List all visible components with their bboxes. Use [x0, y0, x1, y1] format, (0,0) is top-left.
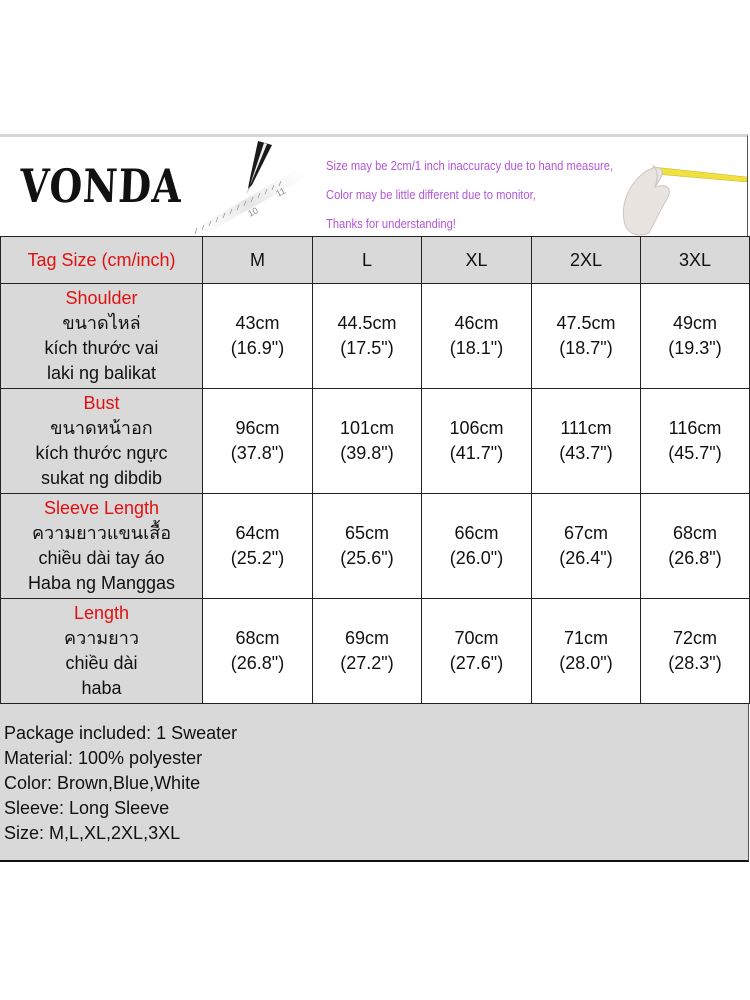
value-inch: (25.2") — [230, 548, 285, 568]
size-header-xl: XL — [422, 237, 532, 284]
brand-logo: VONDA — [18, 159, 184, 213]
value-cm: 67cm — [563, 523, 608, 543]
value-cm: 68cm — [235, 628, 280, 648]
value-cell — [203, 599, 313, 704]
value-inch: (28.0") — [559, 653, 613, 673]
value-cm: 44.5cm — [337, 313, 397, 333]
value-cell — [641, 599, 750, 704]
value-inch: (26.0") — [449, 548, 504, 568]
table-row-shoulder — [1, 284, 750, 389]
note-size-inaccuracy: Size may be 2cm/1 inch inaccuracy due to hand measure, — [326, 158, 614, 173]
value-cm: 101cm — [339, 418, 395, 438]
tag-size-header: Tag Size (cm/inch) — [1, 237, 203, 284]
value-cm: 66cm — [454, 523, 499, 543]
label-filipino: Haba ng Manggas — [27, 573, 176, 593]
value-cell — [203, 494, 313, 599]
label-vietnamese: chiều dài tay áo — [38, 548, 165, 568]
value-inch: (45.7") — [668, 443, 722, 463]
size-header-3xl: 3XL — [641, 237, 750, 284]
value-cell — [422, 599, 532, 704]
value-inch: (16.9") — [230, 338, 285, 358]
value-inch: (26.8") — [668, 548, 722, 568]
info-size: Size: M,L,XL,2XL,3XL — [4, 823, 181, 843]
disclaimer-notes — [326, 151, 613, 238]
measurement-label — [1, 284, 203, 389]
value-cell — [532, 599, 641, 704]
value-cm: 69cm — [344, 628, 389, 648]
value-cell — [641, 284, 750, 389]
label-thai: ขนาดไหล่ — [62, 313, 141, 333]
value-inch: (41.7") — [449, 443, 504, 463]
info-color: Color: Brown,Blue,White — [4, 773, 201, 793]
pencil-ruler-icon — [180, 137, 310, 237]
value-inch: (18.1") — [449, 338, 504, 358]
measurement-label — [1, 389, 203, 494]
value-cm: 49cm — [672, 313, 717, 333]
label-vietnamese: kích thước vai — [44, 338, 159, 358]
value-inch: (27.2") — [340, 653, 394, 673]
value-cm: 68cm — [672, 523, 717, 543]
size-chart-table — [0, 236, 750, 704]
info-sleeve: Sleeve: Long Sleeve — [4, 798, 170, 818]
value-cm: 43cm — [235, 313, 280, 333]
value-cell — [422, 494, 532, 599]
label-english: Bust — [83, 393, 120, 413]
value-cell — [532, 494, 641, 599]
value-cm: 70cm — [454, 628, 499, 648]
value-cm: 72cm — [672, 628, 717, 648]
value-inch: (43.7") — [559, 443, 613, 463]
value-cm: 111cm — [560, 418, 612, 438]
label-thai: ความยาว — [64, 628, 139, 648]
value-cell — [313, 494, 422, 599]
table-row-sleeve-length — [1, 494, 750, 599]
label-english: Length — [73, 603, 130, 623]
value-inch: (26.8") — [230, 653, 285, 673]
value-cell — [532, 284, 641, 389]
svg-text:10: 10 — [246, 205, 260, 219]
size-header-m: M — [203, 237, 313, 284]
value-cm: 116cm — [668, 418, 722, 438]
label-filipino: haba — [81, 678, 122, 698]
brand-banner — [0, 134, 748, 236]
value-inch: (26.4") — [559, 548, 613, 568]
value-inch: (27.6") — [449, 653, 504, 673]
value-inch: (37.8") — [230, 443, 285, 463]
label-english: Shoulder — [65, 288, 138, 308]
value-cm: 96cm — [235, 418, 280, 438]
value-cm: 46cm — [454, 313, 499, 333]
value-inch: (18.7") — [559, 338, 613, 358]
label-thai: ความยาวแขนเสื้อ — [31, 523, 172, 543]
note-thanks: Thanks for understanding! — [326, 216, 456, 231]
product-info-box — [0, 704, 749, 862]
label-vietnamese: chiều dài — [65, 653, 138, 673]
info-material: Material: 100% polyester — [4, 748, 203, 768]
value-inch: (28.3") — [668, 653, 722, 673]
table-row-length — [1, 599, 750, 704]
value-cm: 64cm — [235, 523, 280, 543]
size-header-2xl: 2XL — [532, 237, 641, 284]
value-cm: 65cm — [344, 523, 389, 543]
value-cell — [203, 284, 313, 389]
svg-text:11: 11 — [274, 185, 288, 199]
table-row-bust — [1, 389, 750, 494]
value-inch: (17.5") — [340, 338, 394, 358]
value-inch: (19.3") — [668, 338, 722, 358]
value-cell — [532, 389, 641, 494]
info-package: Package included: 1 Sweater — [4, 723, 238, 743]
value-inch: (39.8") — [340, 443, 394, 463]
label-filipino: sukat ng dibdib — [40, 468, 163, 488]
value-cell — [641, 389, 750, 494]
value-cell — [313, 284, 422, 389]
size-header-row — [1, 237, 750, 284]
measurement-label — [1, 599, 203, 704]
value-cell — [203, 389, 313, 494]
value-cm: 47.5cm — [556, 313, 616, 333]
value-cell — [422, 389, 532, 494]
note-color-difference: Color may be little different due to monitor, — [326, 187, 536, 202]
hand-tape-measure-icon — [615, 147, 747, 237]
value-cell — [641, 494, 750, 599]
value-inch: (25.6") — [340, 548, 394, 568]
label-vietnamese: kích thước ngực — [35, 443, 168, 463]
label-filipino: laki ng balikat — [46, 363, 157, 383]
label-thai: ขนาดหน้าอก — [50, 418, 153, 438]
measurement-label — [1, 494, 203, 599]
value-cell — [313, 389, 422, 494]
value-cm: 106cm — [449, 418, 504, 438]
value-cell — [422, 284, 532, 389]
label-english: Sleeve Length — [43, 498, 160, 518]
value-cm: 71cm — [563, 628, 608, 648]
value-cell — [313, 599, 422, 704]
size-header-l: L — [313, 237, 422, 284]
